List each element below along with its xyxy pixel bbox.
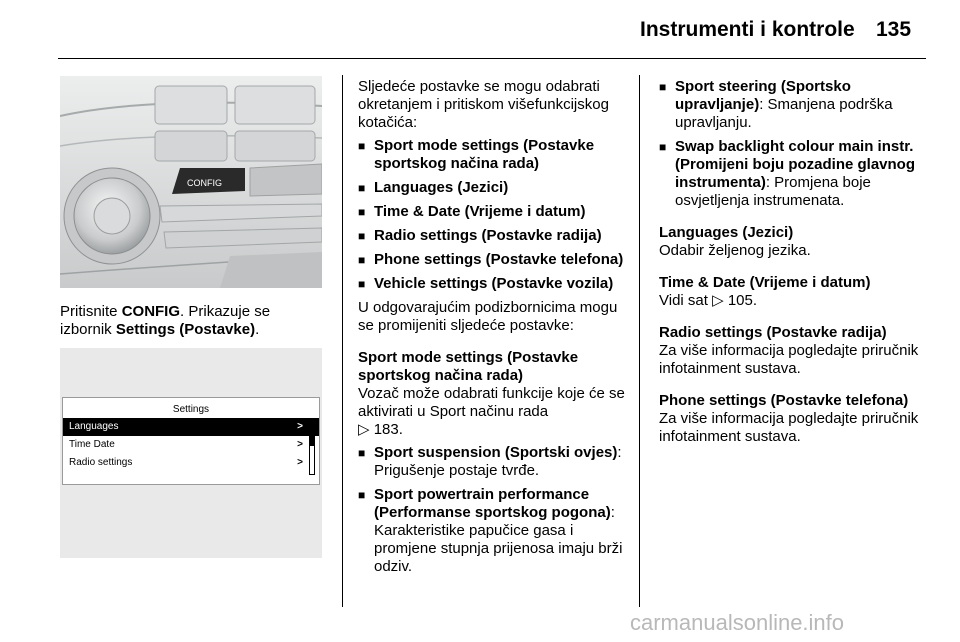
- menu-item: ■ Radio settings (Postavke radija): [358, 227, 630, 245]
- config-key: CONFIG: [121, 303, 181, 320]
- section-heading-time-date: Time & Date (Vrijeme i datum): [659, 274, 871, 291]
- page-reference: 183.: [373, 421, 403, 438]
- chevron-right-icon: >: [297, 421, 303, 432]
- display-row-languages: Languages >: [63, 418, 319, 436]
- section-text-radio: Za više informacija pogledajte priručnik infotainment sustava.: [659, 342, 919, 377]
- page-number: 135: [876, 18, 912, 41]
- triangle-right-icon: ▷: [712, 292, 724, 309]
- section-text-time-date: Vidi sat ▷ 105.: [659, 292, 758, 309]
- section-text-languages: Odabir željenog jezika.: [659, 242, 811, 259]
- dashboard-illustration: [60, 76, 322, 288]
- list-item: ■ Sport steering (Sportsko upravljanje): Smanjena podrška upravljanju.: [659, 78, 921, 132]
- intro-text: Sljedeće postavke se mogu odabrati okretanjem i pritiskom višefunkcijskog kotačića:: [358, 78, 609, 131]
- list-item: ■ Sport powertrain performance (Performanse sportskog pogona): Karakteristike papučice gasa i promjene stupnja prijenosa imaju brži odziv.: [358, 486, 630, 576]
- display-row-radio-settings: Radio settings >: [63, 454, 319, 472]
- triangle-right-icon: ▷: [358, 421, 370, 438]
- menu-item: ■ Languages (Jezici): [358, 179, 630, 197]
- menu-item: ■ Vehicle settings (Postavke vozila): [358, 275, 630, 293]
- menu-item: ■ Time & Date (Vrijeme i datum): [358, 203, 630, 221]
- section-heading-radio: Radio settings (Postavke radija): [659, 324, 887, 341]
- config-button-label: CONFIG: [187, 178, 222, 188]
- dashboard-photo: [60, 76, 322, 288]
- page-reference: 105.: [727, 292, 758, 309]
- display-title: Settings: [172, 404, 210, 415]
- display-row-time-date: Time Date >: [63, 436, 319, 454]
- settings-menu-name: Settings (Postavke): [115, 321, 256, 338]
- sub-intro-text: U odgovarajućim podizbornicima mogu se promijeniti sljedeće postavke:: [358, 299, 618, 334]
- column-divider: [639, 75, 640, 607]
- list-item: ■ Sport suspension (Sportski ovjes): Prigušenje postaje tvrđe.: [358, 444, 630, 480]
- section-heading-languages: Languages (Jezici): [659, 224, 794, 241]
- chevron-right-icon: >: [297, 457, 303, 468]
- display-scrollbar: [309, 423, 315, 475]
- right-column: [659, 78, 921, 446]
- header-divider: [58, 58, 926, 59]
- caption: Pritisnite CONFIG. Prikazuje se izbornik Settings (Postavke).: [60, 303, 271, 338]
- section-heading-phone: Phone settings (Postavke telefona): [659, 392, 909, 409]
- middle-column: [358, 78, 630, 576]
- chevron-right-icon: >: [297, 439, 303, 450]
- menu-item: ■ Phone settings (Postavke telefona): [358, 251, 630, 269]
- section-text-phone: Za više informacija pogledajte priručnik infotainment sustava.: [659, 410, 919, 445]
- section-text-sport-mode: Vozač može odabrati funkcije koje će se aktivirati u Sport načinu rada ▷ 183.: [358, 385, 625, 438]
- page-header-title: Instrumenti i kontrole: [640, 18, 855, 41]
- scrollbar-thumb: [310, 424, 314, 446]
- section-heading-sport-mode: Sport mode settings (Postavke sportskog načina rada): [358, 349, 579, 384]
- watermark: carmanualsonline.info: [630, 610, 845, 635]
- list-item: ■ Swap backlight colour main instr. (Promijeni boju pozadine glavnog instrumenta): Promjena boje osvjetljenja instrumenata.: [659, 138, 921, 210]
- settings-display: [62, 397, 320, 485]
- column-divider: [342, 75, 343, 607]
- menu-item: ■ Sport mode settings (Postavke sportskog načina rada): [358, 137, 630, 173]
